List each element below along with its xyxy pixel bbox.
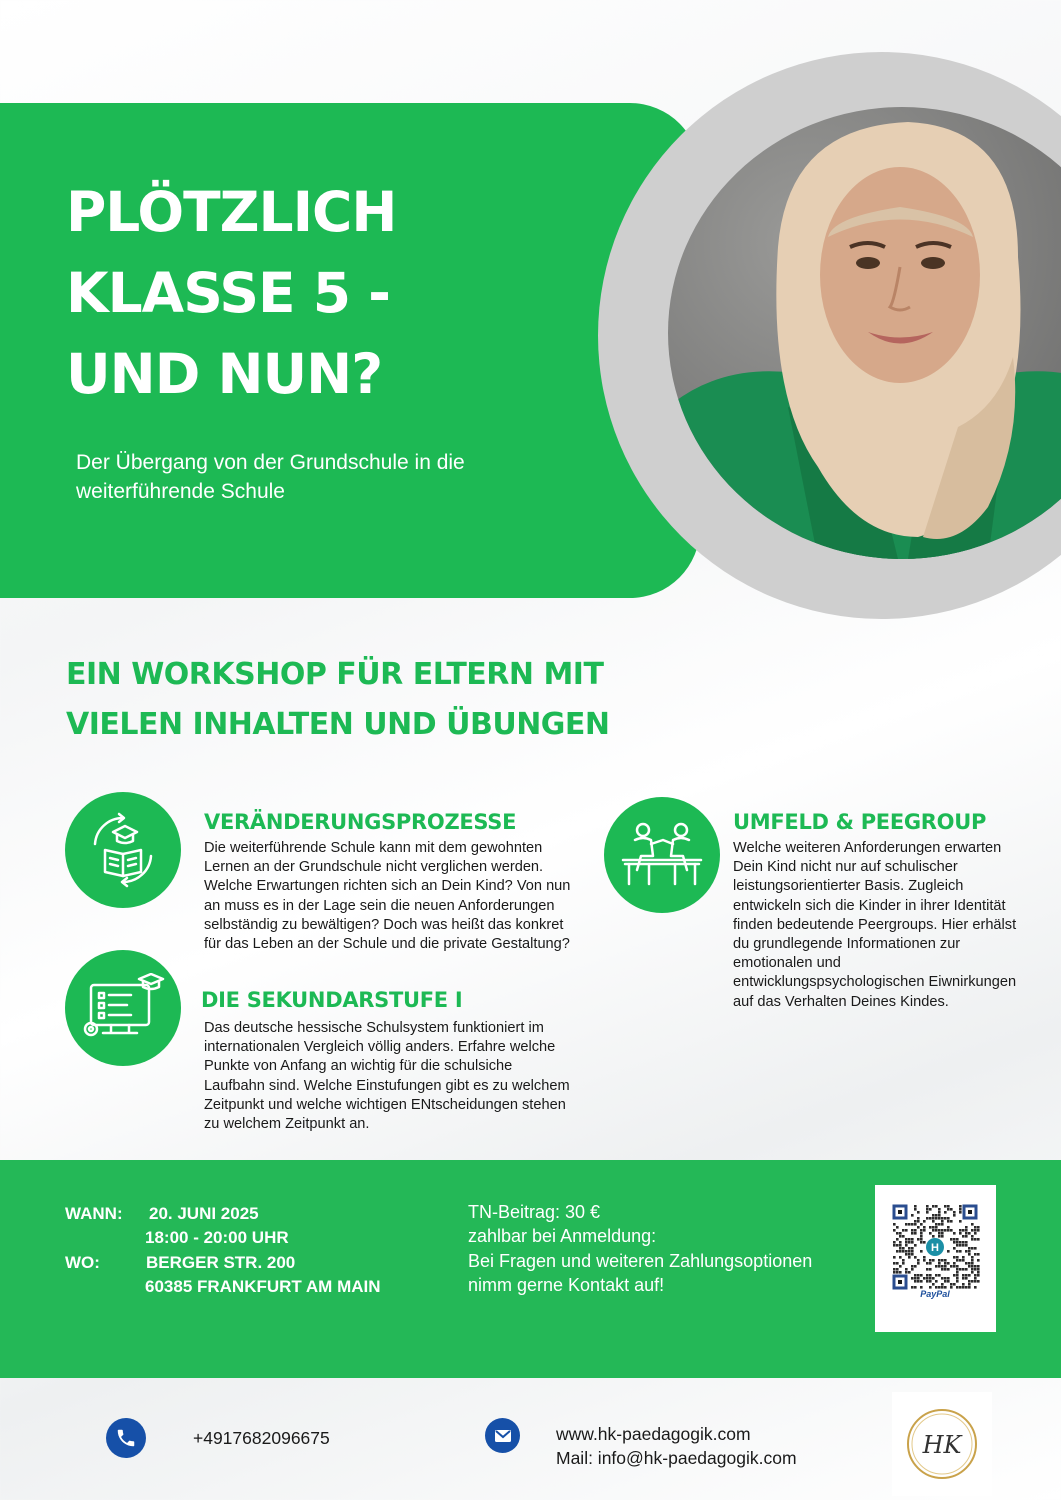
paypal-qr-code[interactable] bbox=[875, 1185, 996, 1332]
feature-title: VERÄNDERUNGSPROZESSE bbox=[204, 810, 517, 834]
logo-initials: HK bbox=[922, 1431, 962, 1459]
feature-title: UMFELD & PEEGROUP bbox=[733, 810, 987, 834]
book-cycle-icon bbox=[65, 792, 181, 908]
email-link[interactable]: Mail: info@hk-paedagogik.com bbox=[556, 1448, 797, 1468]
people-bench-icon bbox=[604, 797, 720, 913]
payment-info: TN-Beitrag: 30 € zahlbar bei Anmeldung: Bei Fragen und weiteren Zahlungsoptionen nimm gerne Kontakt auf! bbox=[468, 1202, 813, 1295]
page-subtitle: Der Übergang von der Grundschule in die weiterführende Schule bbox=[76, 451, 465, 503]
paypal-label: PayPal bbox=[920, 1289, 950, 1299]
section-heading: EIN WORKSHOP FÜR ELTERN MIT VIELEN INHALTEN UND ÜBUNGEN bbox=[66, 657, 610, 742]
feature-description: Die weiterführende Schule kann mit dem gewohnten Lernen an der Grundschule nicht verglichen werden. Welche Erwartungen richten sich an Dein Kind? Von nun an muss es in der Lage sein die neuen Anforderungen selbständig zu bewältigen? Doch was heißt das konkret für das Leben an der Schule und die private Gestaltung? bbox=[204, 840, 571, 953]
feature-title: DIE SEKUNDARSTUFE I bbox=[201, 988, 463, 1012]
qr-center-mark: H bbox=[931, 1242, 939, 1254]
where-label: WO: bbox=[65, 1253, 100, 1272]
brand-logo bbox=[892, 1392, 992, 1496]
event-city: 60385 FRANKFURT AM MAIN bbox=[145, 1277, 381, 1296]
event-time: 18:00 - 20:00 UHR bbox=[145, 1228, 289, 1247]
feature-description: Welche weiteren Anforderungen erwarten Dein Kind nicht nur auf schulischer leistungsorientierter Basis. Zugleich entwickeln sich die Kinder in ihrer Identität finden bedeutende Peergroups. Hier erhälst du grundlegende Informationen zur emotionalen und entwicklungspsychologischen Eiwnirkungen auf das Verhalten Deines Kindes. bbox=[733, 840, 1017, 1010]
phone-number[interactable]: +4917682096675 bbox=[193, 1428, 330, 1448]
page-title: PLÖTZLICH KLASSE 5 - UND NUN? bbox=[66, 180, 397, 406]
website-link[interactable]: www.hk-paedagogik.com bbox=[556, 1424, 751, 1444]
feature-description: Das deutsche hessische Schulsystem funktioniert im internationalen Vergleich völlig anders. Erfahre welche Punkte von Anfang an wichtig für die schulsiche Laufbahn sind. Welche Einstufungen gibt es zu welchem Zeitpunkt und welche wichtigen ENtscheidungen stehen zu welchem Zeitpunkt an. bbox=[204, 1020, 570, 1133]
mail-icon[interactable] bbox=[485, 1418, 520, 1453]
online-course-icon bbox=[65, 950, 181, 1066]
event-date: 20. JUNI 2025 bbox=[149, 1204, 259, 1223]
phone-icon[interactable] bbox=[106, 1418, 146, 1458]
when-label: WANN: bbox=[65, 1204, 123, 1223]
event-street: BERGER STR. 200 bbox=[146, 1253, 296, 1272]
